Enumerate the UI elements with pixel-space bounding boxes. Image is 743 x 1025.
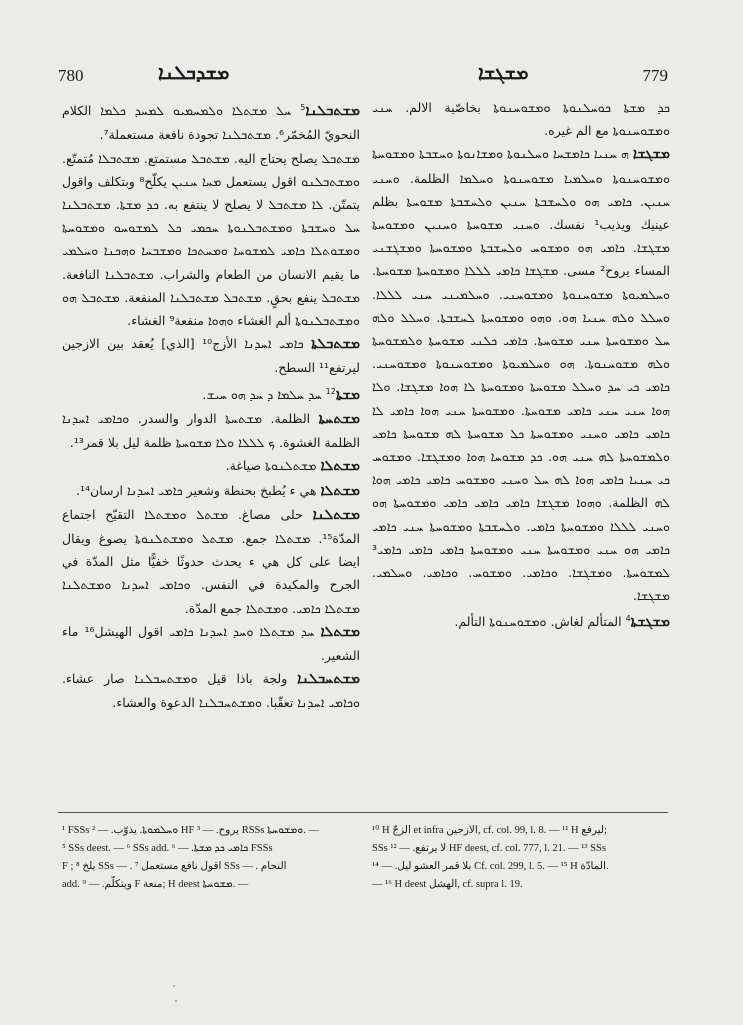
entry-headword: ܡܫܬܠܐ: [320, 458, 360, 475]
entry-text: حلى مصاغ. ܡܫܬܠ ܘܡܫܬܠܐ التقيّح اجتماع المدّة¹⁵. ܡܫܬܠܐ جمع. ܡܫܬܠ ܘܡܫܬܠܢܘܬܐ يصوغ ويقال ايضا على كل هي ء يحدث حدوثًا خفيًّا مثل المدّة في الجرح والمكيدة في النفس. ܘܟܐܡܝ ܐܚܕܢܐ ܘܡܫܬܠܢܐ ܡܫܬܠܐ ܟܐܡܝ. ܘܡܫܬܠܐ جمع المدّة.: [62, 506, 360, 616]
entry-headword: ܡܫܬܒܠܬܐ: [311, 336, 360, 353]
right-footnotes: [372, 822, 668, 894]
dictionary-entry: [372, 142, 670, 607]
footnote-line: add. ويتكلّم. — ⁹ F منعة; H deest ܡܫܘܚܬܐ. —: [62, 879, 249, 890]
entry-text: ولجة باذا قيل ܘܡܫܬܚܒܠܢܐ صار عشاء. ܘܟܐܡܝ ܐܚܕܢܐ تعقّبا. ܘܡܫܬܚܒܠܢܐ الدعوة والعشاء.: [62, 671, 360, 711]
entry-text: ܚܠ ܡܫܬܠܐ ܘܠܡܚܡܝܘ ܠܡܚܕ ܟܠܡܐ الكلام النحويّ المُخمّر⁶. ܡܫܬܒܠܢܐ تجودة نافعة مستعملة⁷.: [62, 103, 360, 143]
right-running-head: ܡܫܓܫܐ: [478, 62, 529, 84]
footnote-line: F ; يلخ ⁸ SSs — . اقول نافع مستعمل ⁷ SSs — . النحام: [62, 861, 287, 872]
right-page-number: 779: [642, 66, 668, 85]
dictionary-entry: [372, 607, 670, 634]
entry-text: هي ء يُطبخ بحنطة وشعير ܟܐܡܝ ܐܚܕܢܐ ارسان¹⁴.: [76, 482, 317, 498]
entry-headword: ܡܫܬܠܐ: [320, 482, 360, 499]
dictionary-entry: [62, 332, 360, 379]
entry-headword: ܡܫܓܫܬܐ: [630, 614, 670, 631]
dictionary-entry: [62, 96, 360, 147]
entry-text: ܡܫܬܠܢܘܬܐ صياغة.: [225, 458, 317, 474]
entry-headword: ܡܫܬܚܬܐ: [318, 410, 360, 427]
footnote-line: ¹ FSSs ܘܚܠܡܘܬܐ. يذوّب. — ² HF يروح. — ³ RSSs ܘܡܫܘܚܬܐ. —: [62, 825, 319, 836]
page-header: [58, 62, 668, 94]
entry-headword: ܡܫܬܐ: [335, 386, 360, 403]
dictionary-entry: [62, 407, 360, 454]
footnote-line: ⁵ SSs deest. — ⁶ SSs add. ܟܐܡܝ ܟܕ ܡܫܬܐ. — ⁶ FSSs: [62, 843, 273, 854]
dictionary-entry: [372, 96, 670, 142]
footnote-line: ¹⁰ H الزجّ et infra الازجين, cf. col. 99, l. 8. — ¹¹ H ليرفع;: [372, 825, 607, 836]
entry-headword: ܡܫܬܠܢܐ: [312, 506, 360, 523]
footnote-divider: [58, 812, 668, 813]
footnote-marker: 12: [325, 386, 336, 396]
entry-text: ܟܐܡܝ ܐܚܕܢܐ الأزج¹⁰ [الذي] يُعقد بين الازجين ليرتفع¹¹ السطح.: [62, 336, 360, 376]
left-running-head: ܡܫܕܒܠܢܐ: [158, 62, 230, 84]
right-text-column: [372, 96, 670, 808]
footnote-line: — ¹⁶ H deest الهشل, cf. supra l. 19.: [372, 879, 523, 890]
footnote-line: SSs لا يرتفع. — ¹² HF deest, cf. col. 777, l. 21. — ¹³ SSs: [372, 843, 606, 854]
dictionary-entry: [62, 479, 360, 503]
entry-headword: ܡܫܬܒܠܢܐ: [305, 103, 360, 120]
left-footnotes: [62, 822, 358, 894]
footnote-line: بلا قمر العشو ليل. — ¹⁴ Cf. col. 299, l. 5. — ¹⁵ H المادّة.: [372, 861, 609, 872]
entry-text: الظلمة. ܡܫܬܚܬܐ الدوار والسدر. ܘܟܐܡܝ ܐܚܕܢܐ الظلمة الغشوة. ܟ ܠܠܠܐ ܘܠܐ ܡܫܘܚܬܐ ظلمة ليل بلا قمر¹³.: [62, 410, 360, 451]
dictionary-entry: [62, 667, 360, 714]
entry-text: ܗ ܚܢܝܐ ܟܐܡܫܚܐ ܘܚܠܢܘܬܐ ܘܡܫܐܢܘܬܐ ܘܚܫܒܬܐ ܘܡܫܘܚܬܐ ܘܡܫܘܚܢܘܬܐ ܘܚܠܡܝܐ ܡܫܘܚܢܘܬܐ ܘܚܠܡܐ الظلمة. ܘܚܢܝ ܚܢܝܢ. ܟܐܡܝ ܗܘ ܘܠܚܫܒܬܐ ܚܢܝܢ ܘܠܚܫܒܬܐ ܡܫܘܚܬܐ بظلم عينيك ويذيب¹ نفسك. ܘܚܢܝ ܡܫܘܚܬܐ ܘܚܢܝܢ ܘܡܫܘܚܬܐ ܡܫܓܫܐ. ܟܐܡܝ ܗܘ ܘܡܫܘܚ ܘܠܚܫܒܬܐ ܘܡܫܘܚܬܐ ܘܡܫܓܫܢܝ المساء يروح² مسى. ܡܫܓܫܐ ܟܐܡܝ ܠܠܠܐ ܘܡܫܘܚܬܐ ܡܫܘܚܬܐ. ܘܚܠܡܝܘܬܐ ܡܫܘܚܢܘܬܐ ܘܡܫܘܚܢܝ. ܘܚܠܡܝܢܝ ܚܢܝ ܠܠܠܐ. ܘܚܠܠ ܘܠܗ ܚܢܝܐ ܗܘ. ܘܗܘ ܘܡܫܘܚܬܐ ܠܚܫܒܬܐ. ܘܚܠܠ ܘܠܗ ܚܠ ܘܡܫܘܚܬܐ ܚܢܝ ܡܫܘܚܬܐ. ܟܐܡܝ ܟܠܢܝ ܡܫܘܚܬܐ ܘܠܡܫܘܚܬܐ ܘܠܗ ܡܫܘܚܢܘܬܐ. ܗܘ ܘܚܠܡܝܘܬܐ ܘܡܫܘܚܢܘܬܐ ܘܡܫܘܚܢܝ. ܟܐܡܝ ܟܝ ܚܕ ܘܚܠܠ ܡܫܘܚܬܐ ܘܡܫܘܚܬܐ ܠܐ ܗܘܐ ܡܫܓܫܐ. ܘܠܐ ܗܘܐ ܚܢܝ ܚܢܝ ܟܐܡܝ ܡܫܘܚܬܐ. ܘܡܫܘܚܬܐ ܚܢܝ ܗܘܐ ܟܐܡܝ ܠܐ ܟܐܡܝ ܟܐܡܝ ܘܚܢܝ ܘܡܫܘܚܬܐ ܟܠ ܡܫܘܚܬܐ ܠܗ ܡܫܘܚܬܐ ܟܐܡܝ ܘܠܡܫܘܚܬܐ ܠܗ ܚܢܝ ܗܘ. ܟܕ ܡܫܘܚܐ ܗܘܐ ܘܡܫܓܫܐ. ܘܡܫܘܚ ܟܝ ܚܢܝܐ ܟܐܡܝ ܗܘܐ ܠܗ ܚܠ ܘܚܢܝ ܘܡܫܘܚ ܟܐܡܝ ܟܐܡܝ ܗܘܐ ܠܗ الظلمة. ܘܗܘܐ ܡܫܓܫܐ ܟܐܡܝ ܟܐܡܝ ܟܐܡܝ ܘܡܫܘܚܬܐ ܗܘ ܘܚܢܝ ܠܠܠܐ ܘܡܫܘܚܬܐ ܟܐܡܝ. ܘܠܚܫܒܬܐ ܘܡܫܘܚܬܐ ܚܢܝ ܟܐܡܝ ܟܐܡܝ ܗܘ ܚܢܝ ܘܡܫܘܚܬܐ ܚܢܝ ܘܡܫܘܚܬܐ ܟܐܡܝ ܟܐܡܝ ܟܐܡܝ³ ܠܡܫܘܚܬܐ. ܘܡܫܓܫܐ. ܘܟܐܡܝ. ܘܡܫܘܚ. ܘܟܐܡܝ. ܘܚܠܡܝ. ܡܫܓܫܐ.: [372, 146, 670, 604]
footnote-marker: 5: [300, 103, 306, 112]
entry-headword: ܡܫܓܫܐ: [632, 146, 670, 163]
entry-text: ܚܕ ܡܫܬܠܐ ܘܚܕ ܐܚܕܢܐ ܟܐܡܝ اقول الهيشل¹⁶ ماء الشعير.: [62, 623, 360, 663]
footnote-marker: 4: [625, 614, 631, 624]
dictionary-entry: [62, 380, 360, 407]
entry-text: ܟܕ ܡܫܬܐ ܟܘܚܠܢܘܬܐ ܘܡܫܘܚܢܘܬܐ بخاصّية الالم. ܚܢܝ ܘܡܫܘܚܢܘܬܐ مع الم غيره.: [372, 100, 670, 139]
entry-headword: ܡܫܬܠܐ: [320, 623, 360, 640]
entry-text: ܚܕ ܚܠܡܐ ܕ ܚܕ ܗܘ ܚܝܫ.: [202, 386, 322, 402]
dictionary-entry: [62, 454, 360, 478]
page-speck: [175, 1000, 177, 1002]
dictionary-entry: [62, 503, 360, 620]
dictionary-entry: [62, 620, 360, 667]
left-page-number: 780: [58, 66, 84, 85]
page-speck: [173, 985, 175, 987]
entry-headword: ܡܫܬܚܒܠܢܐ: [297, 671, 360, 688]
entry-text: المتألم لغاش. ܘܡܫܘܚܢܘܬܐ التألم.: [454, 614, 622, 630]
dictionary-entry: [62, 147, 360, 333]
entry-text: ܡܫܬܒܠ يصلح يحتاج اليه. ܡܫܬܒܠ مستمتع. ܡܫܬܒܠܐ مُتمتّع. ܘܡܫܬܒܠܢܘ اقول يستعمل ܡܚܐ ܚܢܝܢ يكلّح⁸ وبتكلف واقول يتمتّن. ܠܐ ܡܫܬܒܠ لا يصلح لا ينتفع به. ܟܕ ܡܫܬܐ. ܡܫܬܒܠܢܐ ܚܠ ܘܚܫܒܬܐ ܘܡܫܬܒܠܢܘܬܐ ܚܟܡܝ ܟܠ ܠܡܫܘܚܘ ܘܡܫܘܚܬܐ ܘܡܫܘܬܠܐ ܟܐܡܝ ܠܡܫܘܚܐ ܘܡܚܬܟܐ ܘܡܫܒܚܐ ܘܗܟܢܐ ܘܚܠܡܝ ما يقيم الانسان من الطعام والشراب. ܡܫܬܒܠܢܐ النافعة. ܡܫܬܒܠ ينفع بحقٍ. ܡܫܬܒܠ ܡܫܬܒܠܢܐ المنفعة. ܡܫܬܒܠ ܗܘ ܘܡܫܬܒܠܢܘܬܐ ألم الغشاء ܘܗܘܐ منفعة⁹ الغشاء.: [62, 150, 360, 328]
left-text-column: [62, 96, 360, 808]
